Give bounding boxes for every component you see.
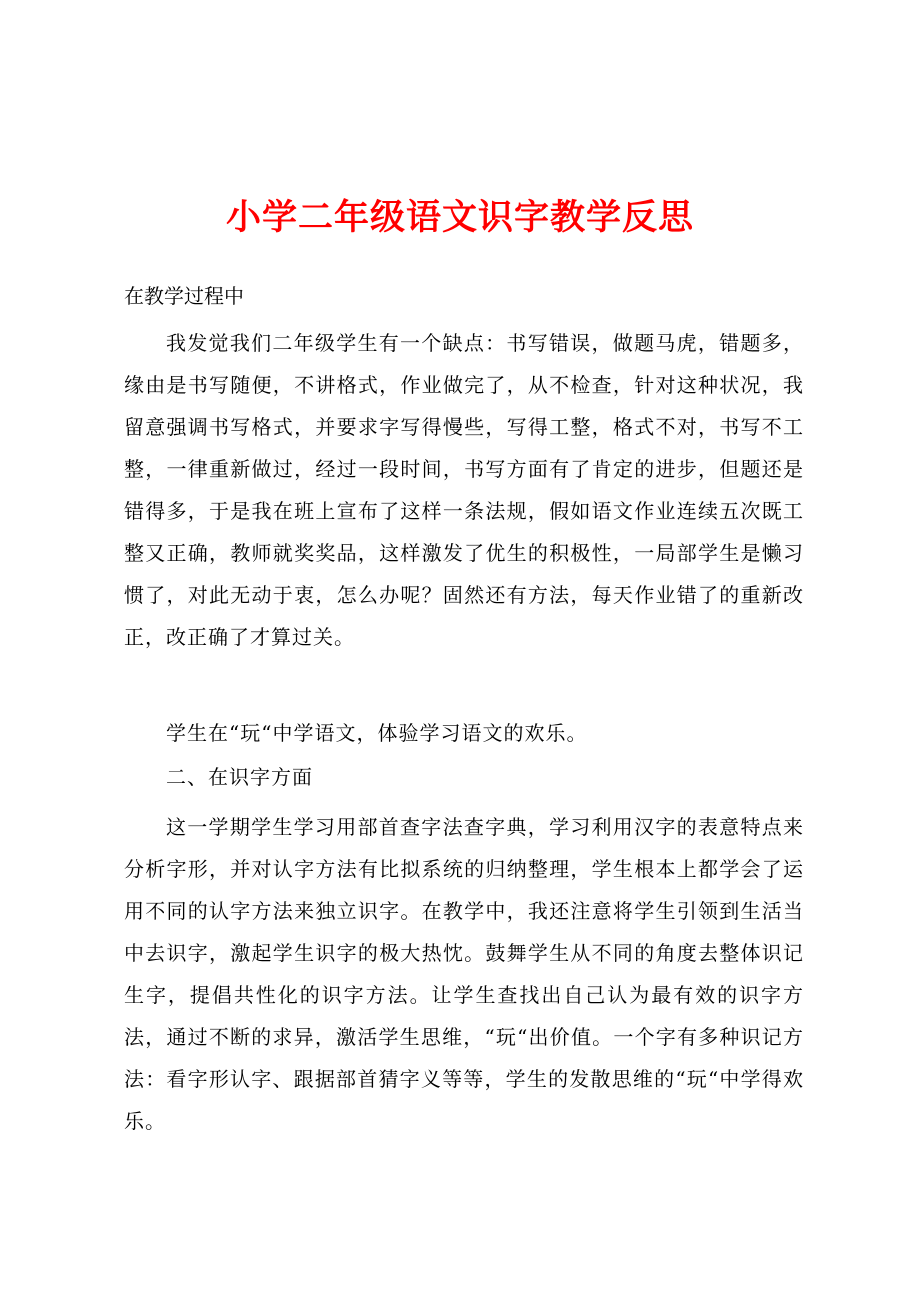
document-title: 小学二年级语文识字教学反思 (225, 197, 694, 238)
lead-line: 在教学过程中 (124, 284, 244, 308)
paragraph-2: 学生在“玩“中学语文，体验学习语文的欢乐。 (166, 721, 588, 745)
section-heading-literacy: 二、在识字方面 (166, 765, 313, 789)
paragraph-3: 这一学期学生学习用部首查字法查字典，学习利用汉字的表意特点来分析字形，并对认字方法有比拟系统的归纳整理，学生根本上都学会了运用不同的认字方法来独立识字。在教学中，我还注意将学生引领到生活当中去识字，激起学生识字的极大热忱。鼓舞学生从不同的角度去整体识记生字，提倡共性化的识字方法。让学生查找出自己认为最有效的识字方法，通过不断的求异，激活学生思维，“玩“出价值。一个字有多种识记方法：看字形认字、跟据部首猜字义等等，学生的发散思维的“玩“中学得欢乐。 (124, 815, 804, 1133)
paragraph-1: 我发觉我们二年级学生有一个缺点：书写错误，做题马虎，错题多，缘由是书写随便，不讲格式，作业做完了，从不检查，针对这种状况，我留意强调书写格式，并要求字写得慢些，写得工整，格式不对，书写不工整，一律重新做过，经过一段时间，书写方面有了肯定的进步，但题还是错得多，于是我在班上宣布了这样一条法规，假如语文作业连续五次既工整又正确，教师就奖奖品，这样激发了优生的积极性，一局部学生是懒习惯了，对此无动于衷，怎么办呢？固然还有方法，每天作业错了的重新改正，改正确了才算过关。 (124, 331, 804, 649)
